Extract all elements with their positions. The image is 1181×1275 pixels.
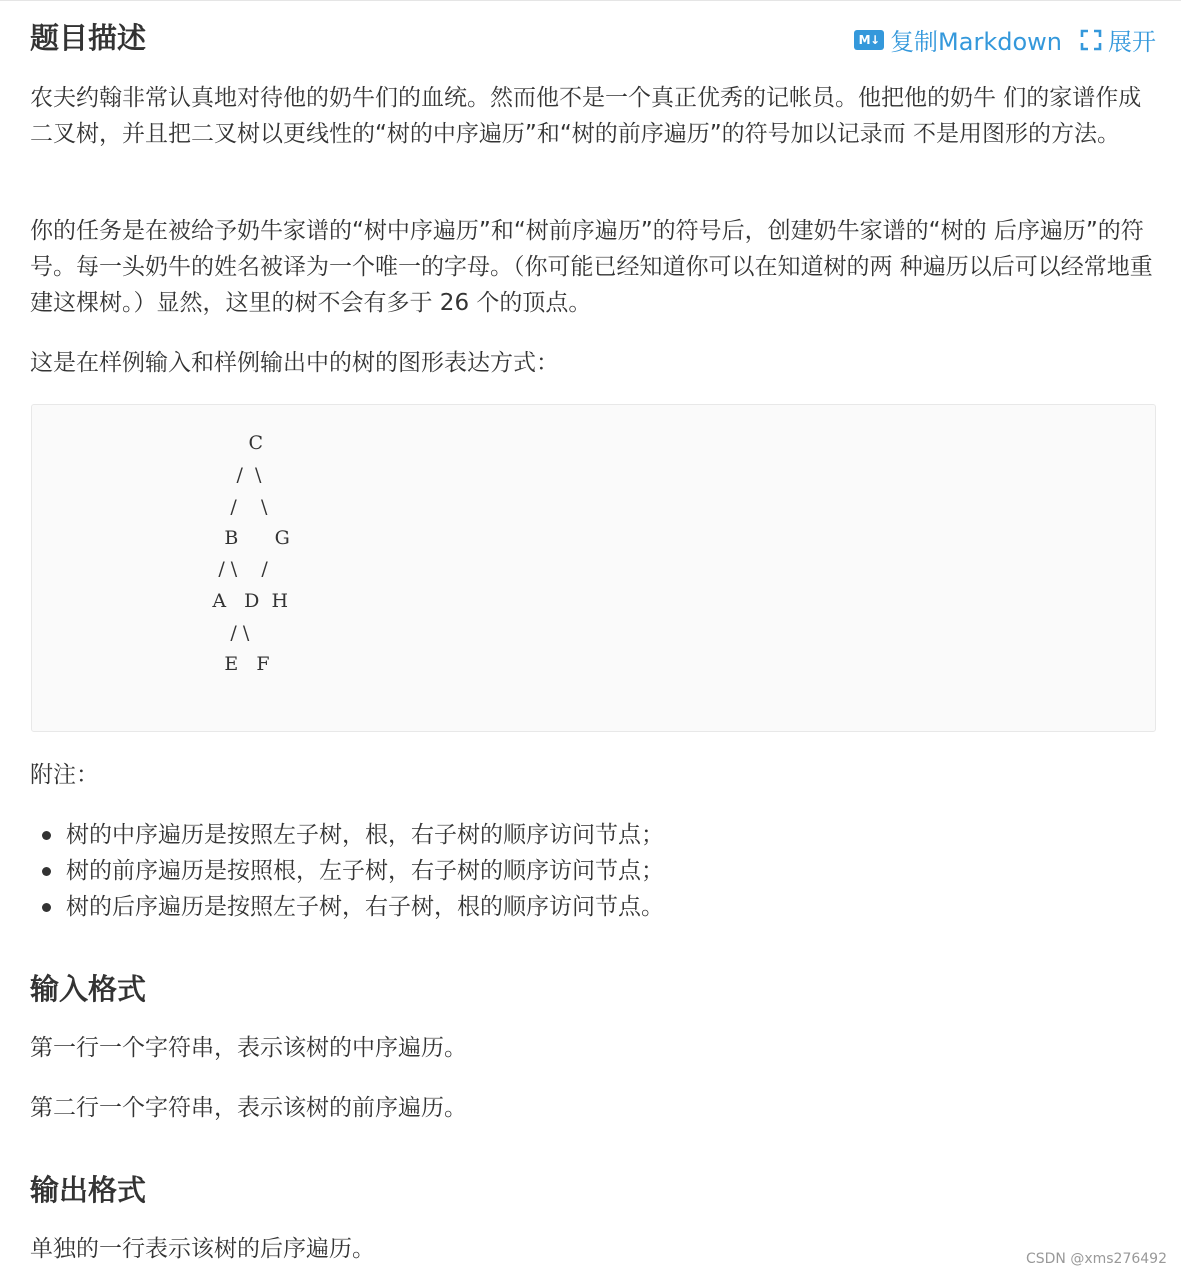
note-text: 树的前序遍历是按照根，左子树，右子树的顺序访问节点； <box>66 858 664 884</box>
description-paragraph-1: 农夫约翰非常认真地对待他的奶牛们的血统。然而他不是一个真正优秀的记帐员。他把他的奶牛 们的家谱作成二叉树，并且把二叉树以更线性的“树的中序遍历”和“树的前序遍历”的符号加以记录而 不是用图形的方法。 <box>30 85 1142 147</box>
expand-button[interactable] <box>1080 22 1156 57</box>
markdown-icon: M↓ <box>854 30 884 50</box>
tree-line: B G <box>164 527 290 549</box>
bullet-icon <box>42 903 51 912</box>
tree-code-block <box>31 404 1156 732</box>
input-format-line-1: 第一行一个字符串，表示该树的中序遍历。 <box>30 1035 467 1061</box>
list-item <box>30 889 664 925</box>
list-item <box>30 853 664 889</box>
tree-line: / \ / <box>164 558 268 580</box>
tree-line: / \ <box>164 464 262 486</box>
tree-line: C <box>164 432 264 454</box>
tree-line: E F <box>164 653 270 675</box>
note-text: 树的后序遍历是按照左子树，右子树，根的顺序访问节点。 <box>66 894 664 920</box>
list-item <box>30 817 664 853</box>
watermark: CSDN @xms276492 <box>1025 1251 1167 1267</box>
tree-line: / \ <box>164 496 268 518</box>
expand-icon <box>1080 29 1102 51</box>
section-title-input: 输入格式 <box>30 972 147 1006</box>
section-title-output: 输出格式 <box>30 1173 147 1207</box>
tree-line: / \ <box>164 622 250 644</box>
description-paragraph-3: 这是在样例输入和样例输出中的树的图形表达方式： <box>30 350 559 376</box>
output-format-line-1: 单独的一行表示该树的后序遍历。 <box>30 1236 375 1262</box>
tree-line: A D H <box>164 590 289 612</box>
notes-list <box>30 817 664 925</box>
problem-header <box>30 18 1156 58</box>
note-text: 树的中序遍历是按照左子树，根，右子树的顺序访问节点； <box>66 822 664 848</box>
notes-heading: 附注： <box>30 762 99 788</box>
section-title-description: 题目描述 <box>30 21 147 55</box>
expand-label: 展开 <box>1108 28 1156 56</box>
bullet-icon <box>42 867 51 876</box>
description-paragraph-2: 你的任务是在被给予奶牛家谱的“树中序遍历”和“树前序遍历”的符号后，创建奶牛家谱的“树的 后序遍历”的符号。每一头奶牛的姓名被译为一个唯一的字母。（你可能已经知道你可以在知道树的两 种遍历以后可以经常地重建这棵树。）显然，这里的树不会有多于 26 个的顶点。 <box>30 218 1153 316</box>
top-divider <box>0 0 1181 1</box>
copy-markdown-label: 复制Markdown <box>890 28 1062 56</box>
header-actions <box>854 22 1156 57</box>
bullet-icon <box>42 831 51 840</box>
copy-markdown-button[interactable] <box>854 22 1062 57</box>
input-format-line-2: 第二行一个字符串，表示该树的前序遍历。 <box>30 1095 467 1121</box>
